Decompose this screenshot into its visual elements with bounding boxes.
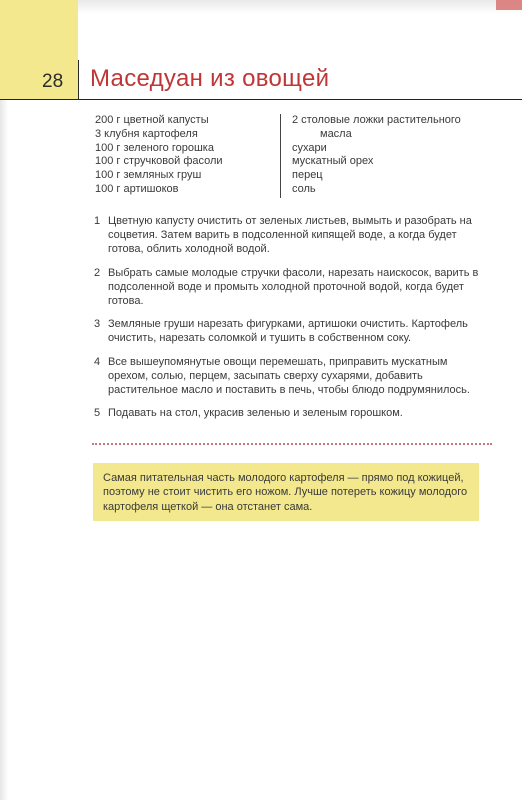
ingredient-item: перец [292, 169, 323, 182]
step-number: 3 [94, 318, 101, 331]
ingredient-item: 2 столовые ложки растительного [292, 114, 461, 126]
ingredient-item: мускатный орех [292, 155, 374, 168]
ingredients-right-column [292, 114, 482, 197]
ingredient-item: сухари [292, 141, 327, 154]
recipe-steps [94, 214, 486, 429]
ingredient-item: 200 г цветной капусты [95, 114, 209, 126]
step-text: Все вышеупомянутые овощи перемешать, приправить мускатным орехом, солью, перцем, засыпать сверху сухарями, добавить растительное масло и поставить в печь, чтобы блюдо подрумянилось. [108, 355, 470, 397]
step-text: Цветную капусту очистить от зеленых листьев, вымыть и разобрать на соцветия. Затем варить в подсоленной кипящей воде, а когда будет готова, облить холодной водой. [108, 215, 472, 256]
dotted-separator [92, 443, 492, 445]
ingredients-divider [280, 114, 281, 198]
page-number: 28 [42, 71, 64, 92]
step-number: 2 [94, 266, 101, 279]
title-divider [78, 60, 79, 100]
page-left-edge-shadow [0, 0, 8, 800]
tip-text: Самая питательная часть молодого картофеля — прямо под кожицей, поэтому не стоит чистить его ножом. Лучше потереть кожицу молодого картофеля щеткой — она отстанет сама. [103, 472, 468, 513]
ingredient-item-continuation: масла [320, 127, 352, 140]
ingredient-item: 100 г зеленого горошка [95, 141, 214, 154]
ingredient-item: 100 г артишоков [95, 182, 179, 195]
tip-box [93, 463, 479, 521]
corner-bookmark-mark [496, 0, 522, 10]
ingredient-item: 100 г земляных груш [95, 169, 202, 182]
step-text: Земляные груши нарезать фигурками, артишоки очистить. Картофель очистить, нарезать соломкой и тушить в собственном соку. [108, 318, 468, 345]
step-number: 5 [94, 407, 101, 420]
step-text: Выбрать самые молодые стручки фасоли, нарезать наискосок, варить в подсоленной воде и промыть холодной проточной водой, когда будет готова. [108, 266, 479, 308]
ingredients-left-column [95, 114, 275, 197]
step-number: 4 [94, 355, 101, 368]
step-item [94, 406, 486, 420]
page-top-edge [0, 0, 522, 14]
recipe-title: Маседуан из овощей [90, 65, 330, 92]
step-text: Подавать на стол, украсив зеленью и зеленым горошком. [108, 407, 403, 420]
ingredient-item: 100 г стручковой фасоли [95, 155, 223, 168]
step-item [94, 214, 486, 257]
step-item [94, 317, 486, 345]
ingredient-item: 3 клубня картофеля [95, 127, 198, 140]
step-number: 1 [94, 215, 101, 227]
step-item [94, 355, 486, 398]
ingredient-item: соль [292, 182, 316, 195]
step-item [94, 266, 486, 309]
